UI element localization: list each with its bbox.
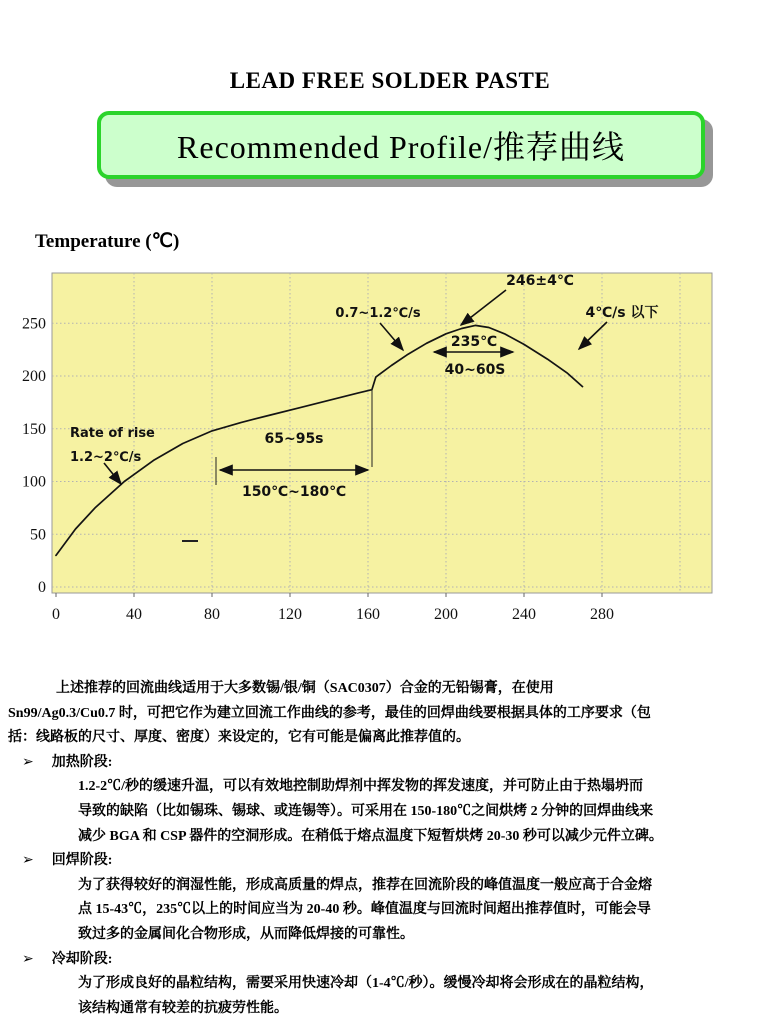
note-line: 导致的缺陷（比如锡珠、锡球、或连锡等）。可采用在 150-180℃之间烘烤 2 分钟的回焊曲线来 <box>78 803 654 819</box>
rate-of-rise-label: Rate of rise <box>70 426 155 441</box>
note-line: 点 15-43℃，235℃以上的时间应当为 20-40 秒。峰值温度与回流时间超出推荐值时，可能会导 <box>78 902 651 918</box>
soak-temp-label: 150℃~180℃ <box>241 484 347 500</box>
note-line: 为了获得较好的润湿性能，形成高质量的焊点，推荐在回流阶段的峰值温度一般应高于合金熔 <box>78 877 652 893</box>
x-tick-label: 200 <box>434 606 458 623</box>
rate-of-rise-value: 1.2~2℃/s <box>70 450 142 465</box>
peak-time-label: 40~60S <box>444 362 506 378</box>
note-heading <box>8 849 774 874</box>
note-heading-text: 冷却阶段: <box>51 951 113 967</box>
note-line: 该结构通常有较差的抗疲劳性能。 <box>78 1000 288 1016</box>
soak-time-label: 65~95s <box>264 431 324 447</box>
notes-section <box>8 677 774 1021</box>
peak-temp-label: 235℃ <box>450 334 498 350</box>
x-tick-label: 0 <box>52 606 60 623</box>
cooling-label: 4℃/s 以下 <box>585 305 659 321</box>
note-line: 1.2-2℃/秒的缓速升温，可以有效地控制助焊剂中挥发物的挥发速度，并可防止由于热塌坍而 <box>78 779 644 795</box>
note-line: 致过多的金属间化合物形成，从而降低焊接的可靠性。 <box>78 926 414 942</box>
x-tick-label: 80 <box>204 606 220 623</box>
note-heading <box>8 948 774 973</box>
y-tick-label: 250 <box>22 315 46 333</box>
y-tick-label: 0 <box>38 579 46 596</box>
x-tick-label: 240 <box>512 606 536 623</box>
note-heading-text: 回焊阶段: <box>51 853 113 869</box>
reflow-profile-chart <box>8 205 772 667</box>
note-line: 上述推荐的回流曲线适用于大多数锡/银/铜（SAC0307）合金的无铅锡膏，在使用 <box>56 681 554 696</box>
note-line: 减少 BGA 和 CSP 器件的空洞形成。在稍低于熔点温度下短暂烘烤 20-30 秒可以减少元件立碑。 <box>78 828 663 844</box>
note-heading-text: 加热阶段: <box>51 754 113 770</box>
x-tick-label: 160 <box>356 606 380 623</box>
note-line: 括：线路板的尺寸、厚度、密度）来设定的，它有可能是偏离此推荐值的。 <box>8 730 470 746</box>
bullet-arrow-icon: ➢ <box>22 951 34 967</box>
note-line: Sn99/Ag0.3/Cu0.7 时，可把它作为建立回流工作曲线的参考，最佳的回焊曲线要根据具体的工序要求（包 <box>8 705 651 721</box>
peak-label: 246±4℃ <box>506 273 574 289</box>
profile-banner <box>97 111 705 179</box>
bullet-arrow-icon: ➢ <box>22 754 34 770</box>
y-tick-label: 200 <box>22 368 46 385</box>
chart-title: Temperature (℃) <box>35 231 180 252</box>
x-tick-label: 40 <box>126 606 142 623</box>
reflow-profile-svg <box>8 205 772 667</box>
y-tick-label: 150 <box>22 420 46 438</box>
x-tick-label: 280 <box>590 606 614 623</box>
banner-label: Recommended Profile/推荐曲线 <box>177 129 625 165</box>
bullet-arrow-icon: ➢ <box>22 853 34 869</box>
note-heading <box>8 751 774 776</box>
note-line: 为了形成良好的晶粒结构，需要采用快速冷却（1-4℃/秒）。缓慢冷却将会形成在的晶粒结构， <box>78 976 654 992</box>
ramp-up-label: 0.7~1.2℃/s <box>335 306 421 321</box>
y-tick-label: 50 <box>30 526 46 544</box>
y-tick-label: 100 <box>22 473 46 491</box>
x-tick-label: 120 <box>278 606 302 623</box>
page-title: LEAD FREE SOLDER PASTE <box>229 68 551 93</box>
